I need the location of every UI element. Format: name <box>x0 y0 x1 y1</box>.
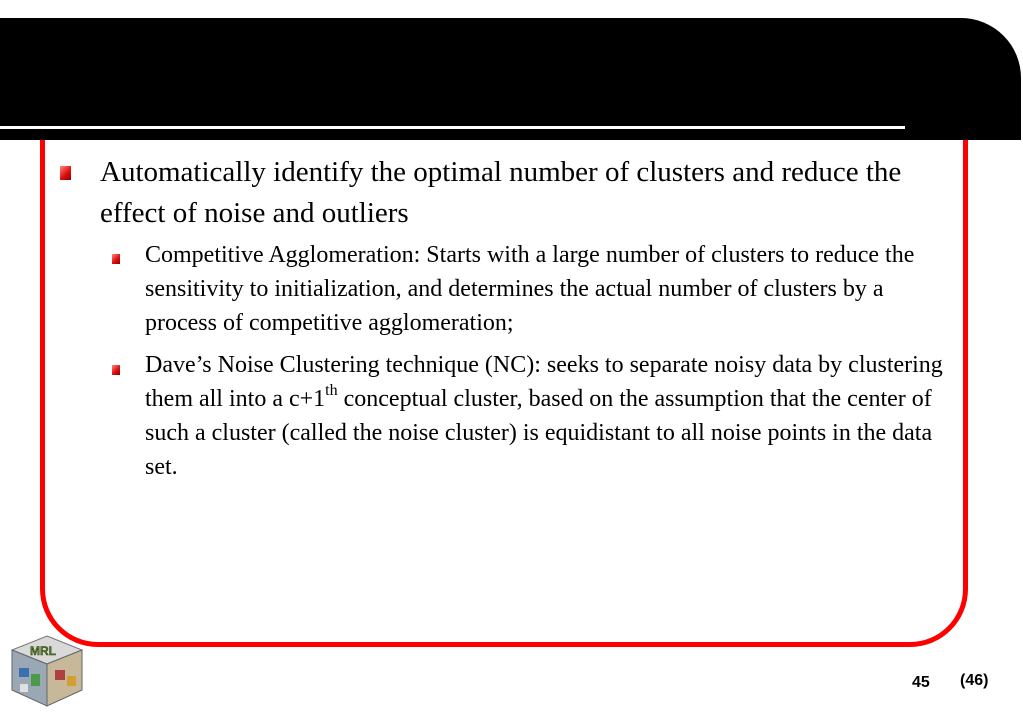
title-bar <box>0 18 1021 140</box>
main-bullet-text: Automatically identify the optimal number of clusters and reduce the effect of noise and outliers <box>100 156 902 229</box>
red-square-bullet-icon <box>112 365 120 375</box>
red-square-bullet-icon <box>112 254 120 264</box>
sub-bullet-competitive-agglomeration: Competitive Agglomeration: Starts with a large number of clusters to reduce the sensitivity to initialization, and determines the actual number of clusters by a process of competitive agglomeration; <box>145 242 915 336</box>
sub-bullet-noise-clustering-part2: conceptual cluster, based on the assumption that the center of such a cluster (called the noise cluster) is equidistant to all noise points in the data set. <box>145 386 933 480</box>
logo-text: MRL <box>30 644 56 658</box>
sub-bullet-noise-clustering <box>145 348 960 484</box>
red-square-bullet-icon <box>60 166 71 180</box>
title-underline <box>0 126 905 129</box>
page-number: 45 <box>912 674 930 691</box>
sub-bullet-noise-clustering-part1: Dave’s Noise Clustering technique (NC): seeks to separate noisy data by clustering them all into a c+1 <box>145 352 943 412</box>
mrl-cube-logo-icon <box>6 628 88 710</box>
superscript-th: th <box>325 382 338 399</box>
page-total: (46) <box>960 672 989 689</box>
